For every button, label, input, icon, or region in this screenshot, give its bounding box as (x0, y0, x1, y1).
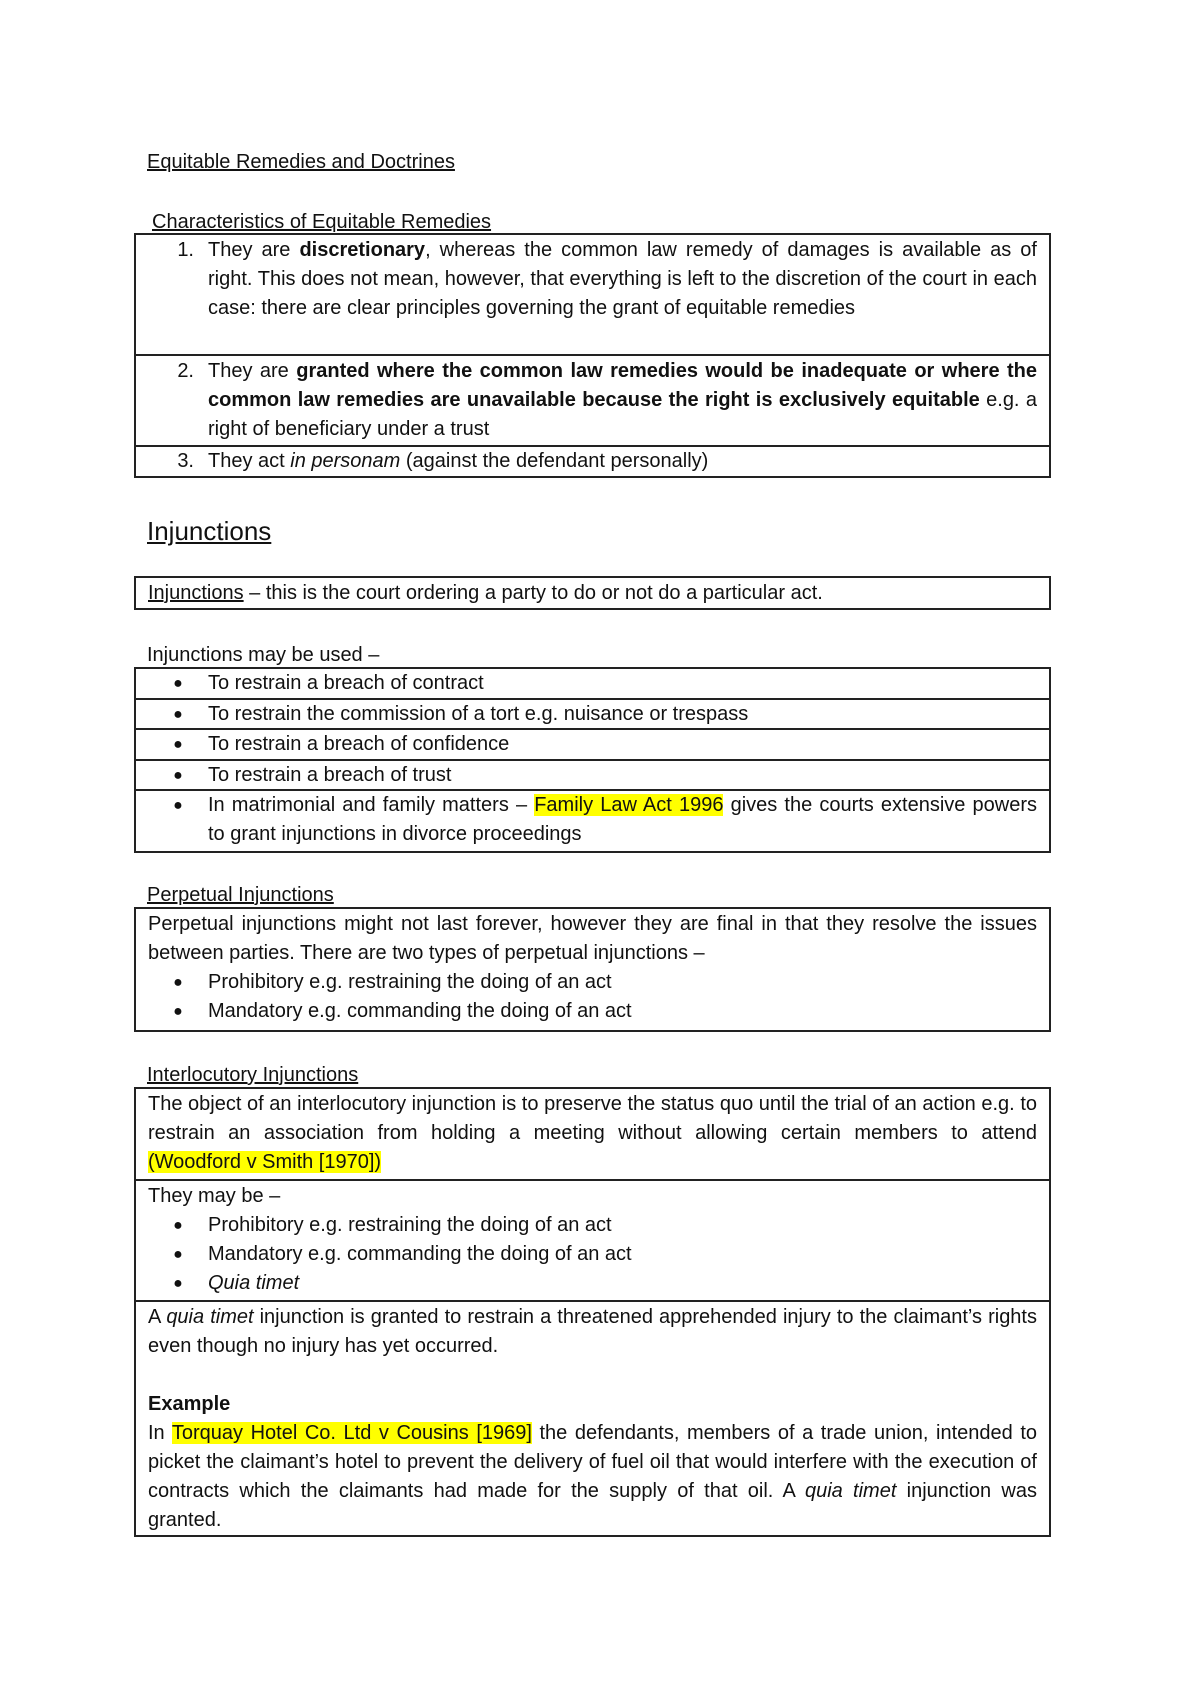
item-number: 1. (177, 239, 194, 261)
interlocutory-object-row (136, 1089, 1049, 1181)
type-text: Prohibitory e.g. restraining the doing of an act (208, 1214, 612, 1236)
interlocutory-table (134, 1087, 1051, 1537)
highlighted-case: (Woodford v Smith [1970]) (148, 1151, 382, 1173)
perpetual-text: Perpetual injunctions might not last forever, however they are final in that they resolve the issues between parties. There are two types of perpetual injunctions – (148, 913, 1037, 964)
bullet-icon: ● (173, 706, 183, 723)
types-intro: They may be – (148, 1185, 281, 1207)
italic-term: quia timet (804, 1480, 897, 1502)
bold-term: discretionary (299, 239, 426, 261)
perpetual-box (134, 907, 1051, 1032)
definition-text: – this is the court ordering a party to do or not do a particular act. (243, 582, 823, 604)
use-row (136, 700, 1049, 730)
text-run: In (148, 1422, 172, 1444)
interlocutory-heading: Interlocutory Injunctions (147, 1064, 359, 1086)
bullet-icon: ● (173, 767, 183, 784)
example-label: Example (148, 1393, 231, 1415)
type-text: Prohibitory e.g. restraining the doing of an act (208, 971, 612, 993)
text-run: e.g. a right of beneficiary under a trust (208, 389, 1037, 440)
use-row (136, 730, 1049, 761)
use-row (136, 761, 1049, 791)
text-run: the defendants, members of a trade union, intended to picket the claimant’s hotel to prevent the delivery of fuel oil that would interfere with the execution of contracts which the claimants had made for the supply of that oil. A (148, 1422, 1038, 1502)
text-run: , whereas the common law remedy of damages is available as of right. This does not mean, however, that everything is left to the discretion of the court in each case: there are clear principles governing the grant of equitable remedies (208, 239, 1037, 319)
characteristics-heading: Characteristics of Equitable Remedies (152, 211, 492, 233)
type-text: Mandatory e.g. commanding the doing of an act (208, 1000, 632, 1022)
injunctions-heading: Injunctions (147, 516, 272, 546)
text-run: They are (208, 239, 300, 261)
characteristic-row-3 (136, 447, 1049, 476)
text-run: (against the defendant personally) (400, 450, 709, 472)
text-run: They are (208, 360, 297, 382)
text-run: injunction was granted. (148, 1480, 1037, 1531)
italic-term: in personam (290, 450, 401, 472)
use-text: To restrain a breach of contract (208, 672, 484, 694)
uses-heading: Injunctions may be used – (147, 644, 380, 666)
type-text: Quia timet (208, 1272, 300, 1294)
characteristic-row-2 (136, 356, 1049, 447)
use-text: To restrain a breach of trust (208, 764, 452, 786)
text-run: injunction is granted to restrain a threatened apprehended injury to the claimant’s rights even though no injury has yet occurred. (148, 1306, 1037, 1357)
bullet-icon: ● (173, 1275, 183, 1292)
type-text: Mandatory e.g. commanding the doing of an act (208, 1243, 632, 1265)
item-number: 3. (177, 450, 194, 472)
injunctions-definition (134, 576, 1051, 610)
interlocutory-types-row (136, 1181, 1049, 1302)
bullet-icon: ● (173, 675, 183, 692)
italic-term: quia timet (166, 1306, 254, 1328)
characteristics-table (134, 233, 1051, 478)
characteristic-row-1 (136, 235, 1049, 356)
bullet-icon: ● (173, 974, 183, 991)
text-run: They act (208, 450, 291, 472)
interlocutory-text: The object of an interlocutory injunction is to preserve the status quo until the trial of an action e.g. to restrain an association from holding a meeting without allowing certain members to attend (148, 1093, 1037, 1144)
bullet-icon: ● (173, 736, 183, 753)
use-text: To restrain the commission of a tort e.g. nuisance or trespass (208, 703, 749, 725)
use-row (136, 669, 1049, 700)
quia-timet-row (136, 1302, 1049, 1535)
text-run: In matrimonial and family matters – (208, 794, 535, 816)
uses-table (134, 667, 1051, 853)
bullet-icon: ● (173, 1217, 183, 1234)
text-run: gives the courts extensive powers to grant injunctions in divorce proceedings (208, 794, 1038, 845)
use-row (136, 791, 1049, 851)
bullet-icon: ● (173, 1003, 183, 1020)
text-run: A (148, 1306, 167, 1328)
highlighted-statute: Family Law Act 1996 (534, 794, 724, 816)
perpetual-heading: Perpetual Injunctions (147, 884, 334, 906)
use-text: To restrain a breach of confidence (208, 733, 510, 755)
item-number: 2. (177, 360, 194, 382)
definition-term: Injunctions (148, 582, 244, 604)
bullet-icon: ● (173, 797, 183, 814)
bullet-icon: ● (173, 1246, 183, 1263)
bold-term: granted where the common law remedies would be inadequate or where the common law remedies are unavailable because the right is exclusively equitable (208, 360, 1038, 411)
highlighted-case: Torquay Hotel Co. Ltd v Cousins [1969] (171, 1422, 532, 1444)
document-title: Equitable Remedies and Doctrines (147, 151, 455, 173)
